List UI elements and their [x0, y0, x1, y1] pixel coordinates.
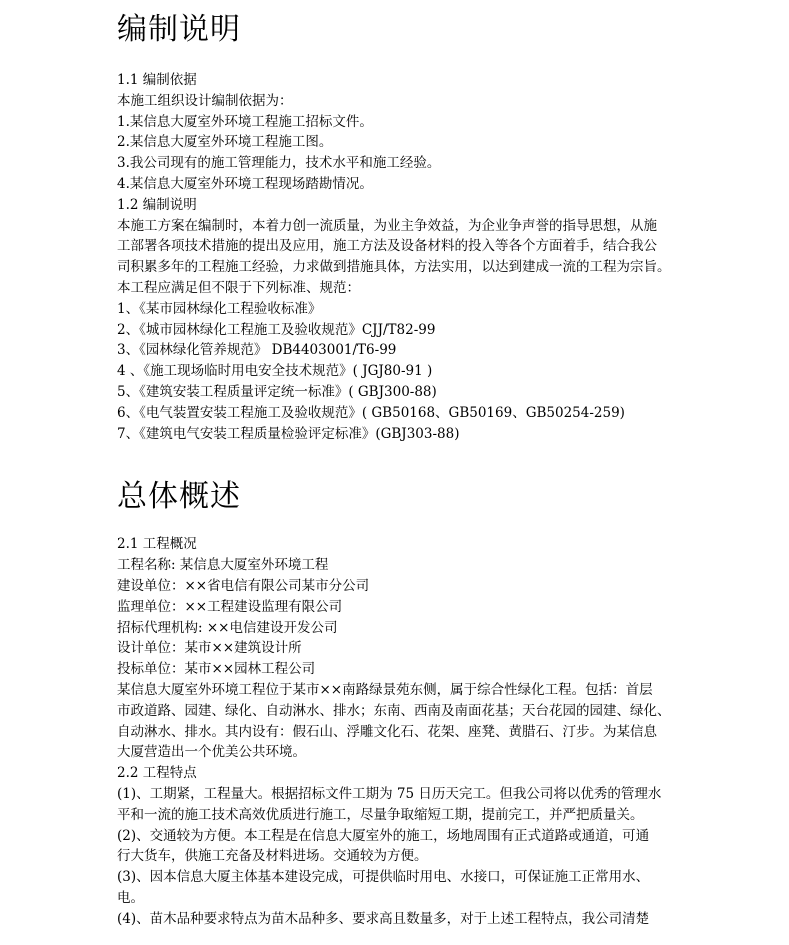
standard-item: 3、《园林绿化管养规范》 DB4403001/T6-99 — [117, 342, 397, 359]
basis-item: 2.某信息大厦室外环境工程施工图。 — [117, 134, 333, 151]
standards-intro: 本工程应满足但不限于下列标准、规范： — [117, 279, 360, 296]
basis-item: 1.某信息大厦室外环境工程施工招标文件。 — [117, 113, 373, 130]
feature-line: (2)、交通较为方便。本工程是在信息大厦室外的施工，场地周围有正式道路或通道，可通 — [117, 827, 650, 844]
description-line: 司积累多年的工程施工经验，力求做到措施具体，方法实用，以达到建成一流的工程为宗旨。 — [117, 259, 671, 276]
heading-1-2: 1.2 编制说明 — [117, 196, 197, 213]
feature-line: 电。 — [117, 889, 144, 906]
standard-item: 4 、《施工现场临时用电安全技术规范》( JGJ80-91 ) — [117, 363, 433, 380]
overview-line: 某信息大厦室外环境工程位于某市××南路绿景苑东侧，属于综合性绿化工程。包括：首层 — [117, 681, 653, 698]
standard-item: 1、《某市园林绿化工程验收标准》 — [117, 300, 322, 317]
basis-item: 3.我公司现有的施工管理能力，技术水平和施工经验。 — [117, 155, 441, 172]
heading-2-2: 2.2 工程特点 — [117, 765, 197, 782]
project-info-line: 工程名称: 某信息大厦室外环境工程 — [117, 557, 329, 574]
description-line: 本施工方案在编制时，本着力创一流质量，为业主争效益，为企业争声誉的指导思想，从施 — [117, 217, 657, 234]
basis-item: 4.某信息大厦室外环境工程现场踏勘情况。 — [117, 175, 373, 192]
feature-line: (1)、工期紧，工程量大。根据招标文件工期为 75 日历天完工。但我公司将以优秀的管理水 — [117, 785, 662, 802]
feature-line: (3)、因本信息大厦主体基本建设完成，可提供临时用电、水接口，可保证施工正常用水、 — [117, 869, 650, 886]
description-line: 工部署各项技术措施的提出及应用，施工方法及设备材料的投入等各个方面着手，结合我公 — [117, 238, 657, 255]
overview-line: 自动淋水、排水。其内设有：假石山、浮雕文化石、花架、座凳、黄腊石、汀步。为某信息 — [117, 723, 657, 740]
overview-line: 大厦营造出一个优美公共环境。 — [117, 744, 306, 761]
heading-1-1: 1.1 编制依据 — [117, 72, 197, 88]
section-title-compilation: 编制说明 — [117, 12, 241, 47]
standard-item: 7、《建筑电气安装工程质量检验评定标准》(GBJ303-88) — [117, 425, 460, 442]
standard-item: 6、《电气装置安装工程施工及验收规范》( GB50168、GB50169、GB50254-259) — [117, 404, 625, 421]
project-info-line: 投标单位：某市××园林工程公司 — [117, 661, 316, 678]
feature-line: 行大货车，供施工充备及材料进场。交通较为方便。 — [117, 848, 428, 865]
feature-line: 平和一流的施工技术高效优质进行施工，尽量争取缩短工期，提前完工，并严把质量关。 — [117, 806, 644, 823]
section-title-overview: 总体概述 — [117, 479, 241, 515]
document-page — [117, 0, 677, 929]
project-info-line: 监理单位：××工程建设监理有限公司 — [117, 598, 343, 615]
standard-item: 5、《建筑安装工程质量评定统一标准》( GBJ300-88) — [117, 383, 437, 400]
project-info-line: 建设单位：××省电信有限公司某市分公司 — [117, 577, 370, 594]
basis-intro: 本施工组织设计编制依据为： — [117, 92, 293, 109]
overview-line: 市政道路、园建、绿化、自动淋水、排水；东南、西南及南面花基；天台花园的园建、绿化、 — [117, 702, 671, 719]
feature-line: (4)、苗木品种要求特点为苗木品种多、要求高且数量多，对于上述工程特点，我公司清楚 — [117, 910, 650, 927]
project-info-line: 招标代理机构: ××电信建设开发公司 — [117, 619, 338, 636]
heading-2-1: 2.1 工程概况 — [117, 536, 197, 553]
project-info-line: 设计单位：某市××建筑设计所 — [117, 640, 302, 657]
standard-item: 2、《城市园林绿化工程施工及验收规范》CJJ/T82-99 — [117, 321, 436, 338]
